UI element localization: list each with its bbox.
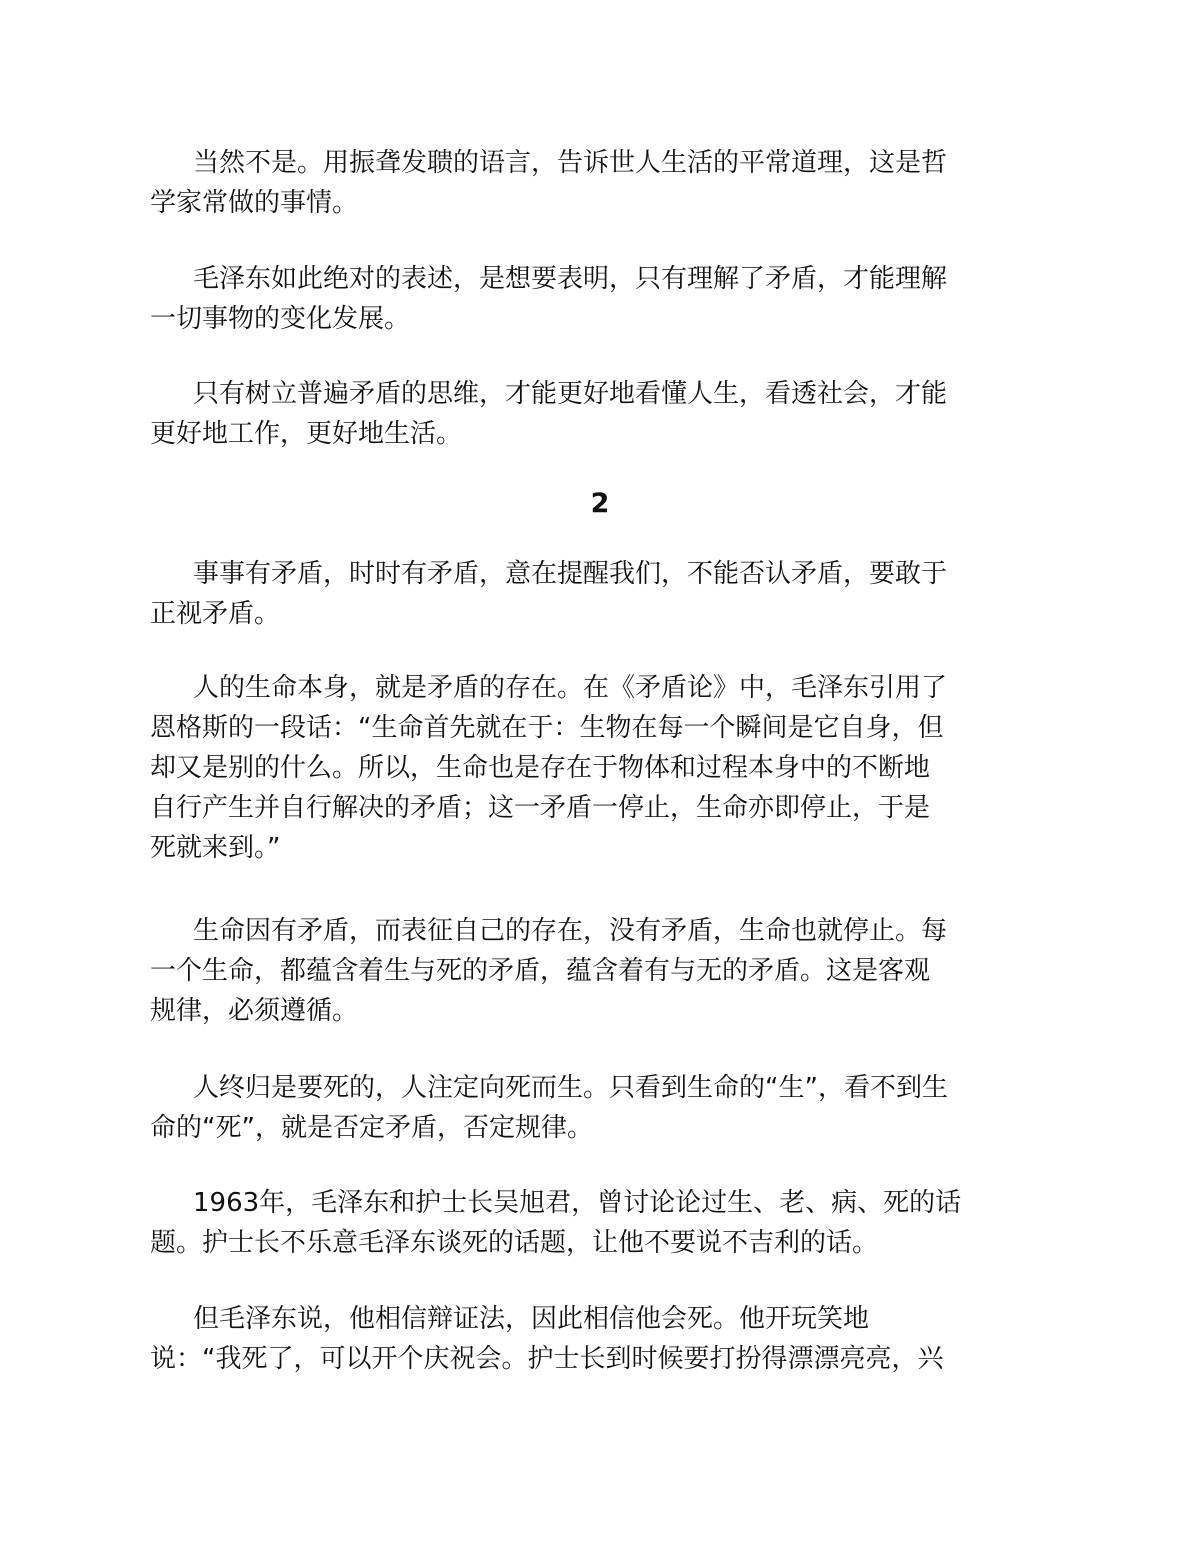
section-number: 2 [590,488,610,519]
paragraph-line: 人终归是要死的，人注定向死而生。只看到生命的“生”，看不到生 [193,1073,948,1103]
paragraph-line: 恩格斯的一段话：“生命首先就在于：生物在每一个瞬间是它自身，但 [150,713,944,743]
paragraph-line: 毛泽东如此绝对的表述，是想要表明，只有理解了矛盾，才能理解 [193,264,948,294]
paragraph-6 [150,911,1050,1031]
paragraph-line: 学家常做的事情。 [150,188,359,218]
paragraph-line: 死就来到。” [150,833,281,863]
paragraph-line: 更好地工作，更好地生活。 [150,419,463,449]
paragraph-1 [150,143,1050,223]
paragraph-line: 当然不是。用振聋发聩的语言，告诉世人生活的平常道理，这是哲 [193,148,948,178]
paragraph-line: 一个生命，都蕴含着生与死的矛盾，蕴含着有与无的矛盾。这是客观 [150,956,931,986]
paragraph-5 [150,668,1050,868]
paragraph-line: 人的生命本身，就是矛盾的存在。在《矛盾论》中，毛泽东引用了 [193,673,948,703]
paragraph-line: 生命因有矛盾，而表征自己的存在，没有矛盾，生命也就停止。每 [193,916,948,946]
paragraph-line: 事事有矛盾，时时有矛盾，意在提醒我们，不能否认矛盾，要敢于 [193,559,948,589]
paragraph-8 [150,1183,1050,1263]
paragraph-line: 但毛泽东说，他相信辩证法，因此相信他会死。他开玩笑地 [193,1304,870,1334]
paragraph-4 [150,554,1050,634]
paragraph-line: 却又是别的什么。所以，生命也是存在于物体和过程本身中的不断地 [150,753,931,783]
paragraph-line: 命的“死”，就是否定矛盾，否定规律。 [150,1113,593,1143]
paragraph-line: 一切事物的变化发展。 [150,304,411,334]
paragraph-line: 1963年，毛泽东和护士长吴旭君，曾讨论论过生、老、病、死的话 [193,1188,962,1218]
document-page [150,0,1050,1555]
paragraph-line: 规律，必须遵循。 [150,996,359,1026]
paragraph-2 [150,259,1050,339]
paragraph-line: 正视矛盾。 [150,599,281,629]
paragraph-line: 题。护士长不乐意毛泽东谈死的话题，让他不要说不吉利的话。 [150,1228,879,1258]
paragraph-7 [150,1068,1050,1148]
paragraph-9 [150,1299,1050,1379]
paragraph-line: 只有树立普遍矛盾的思维，才能更好地看懂人生，看透社会，才能 [193,379,948,409]
paragraph-3 [150,374,1050,454]
paragraph-line: 说：“我死了，可以开个庆祝会。护士长到时候要打扮得漂漂亮亮，兴 [150,1344,944,1374]
paragraph-line: 自行产生并自行解决的矛盾；这一矛盾一停止，生命亦即停止，于是 [150,793,931,823]
